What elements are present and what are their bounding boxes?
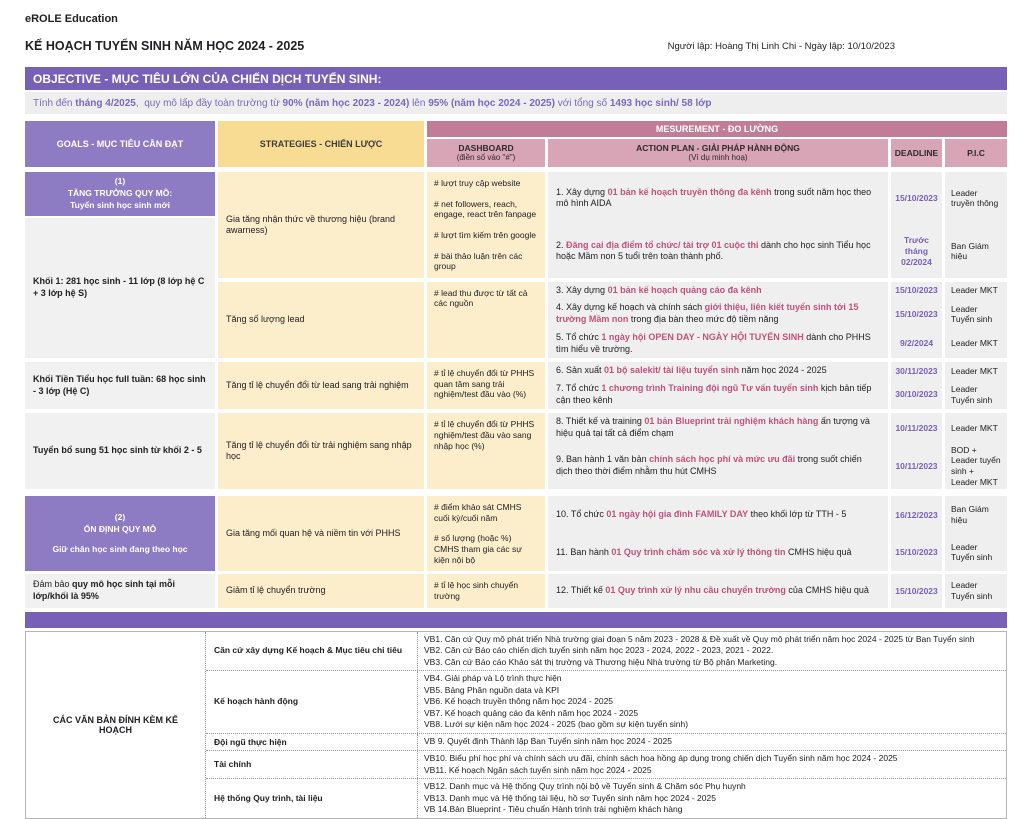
pic-cell: Ban Giám hiệu: [945, 225, 1007, 278]
action-text: [556, 454, 880, 477]
action-item-11: [548, 534, 888, 572]
action-pre: 12. Thiết kế: [556, 585, 606, 596]
doc-line: VB4. Giải pháp và Lộ trình thực hiện: [424, 673, 562, 683]
strategy-row-brand-awareness: [218, 172, 1007, 278]
pic-cell: Leader truyền thông: [945, 172, 1007, 225]
action-post: trong địa bàn theo mức độ tiềm năng: [628, 314, 779, 325]
goal-group-2: [25, 496, 1007, 571]
action-highlight: Đăng cai địa điểm tổ chức/ tài trợ 01 cuộc thi: [566, 239, 759, 250]
dashboard-cell: [427, 496, 545, 571]
header-line: ACTION PLAN - GIẢI PHÁP HÀNH ĐỘNG: [636, 142, 800, 153]
strategy-cell: Giảm tỉ lệ chuyển trường: [218, 574, 424, 607]
column-header-measurement: MESUREMENT - ĐO LƯỜNG: [427, 121, 1007, 137]
action-highlight: chính sách học phí và mức ưu đãi: [649, 454, 796, 465]
deadline-cell: 15/10/2023: [891, 574, 942, 607]
strategy-cell: Gia tăng nhận thức về thương hiệu (brand awarness): [218, 172, 424, 278]
action-pre: 4. Xây dựng kế hoạch và chính sách: [556, 302, 705, 313]
goal-cell-objective-1: [25, 172, 215, 216]
pic-cell: Leader MKT: [945, 282, 1007, 300]
attachment-category: Tài chính: [206, 751, 418, 778]
doc-line: VB6. Kế hoạch truyền thông năm học 2024 - 2025: [424, 696, 614, 706]
goal-group-1: [25, 172, 1007, 358]
goal-text: [33, 579, 207, 602]
pic-cell: Leader Tuyển sinh: [945, 534, 1007, 572]
dashboard-metric: # điểm khảo sát CMHS cuối kỳ/cuối năm: [434, 502, 522, 523]
action-item-7: [548, 380, 888, 409]
summary-segment-bold: tháng 4/2025: [75, 97, 136, 109]
action-highlight: 01 bản kế hoạch truyền thông đa kênh: [607, 186, 772, 197]
action-text: [556, 302, 880, 325]
column-header-pic: P.I.C: [945, 139, 1007, 167]
dashboard-metric: # tỉ lệ chuyển đổi từ PHHS nghiệm/test đầu vào sang nhập học (%): [434, 419, 535, 451]
action-pre: 3. Xây dựng: [556, 284, 608, 295]
doc-line: VB11. Kế hoạch Ngân sách tuyển sinh năm học 2024 - 2025: [424, 764, 652, 775]
action-highlight: 01 Quy trình xử lý nhu cầu chuyển trường: [605, 585, 786, 596]
action-text: [556, 365, 827, 377]
goals-column: [25, 172, 215, 358]
dashboard-metric: # lead thu được từ tất cả các nguồn: [434, 287, 528, 309]
doc-line: VB 14.Bản Blueprint - Tiêu chuẩn Hành trình trải nghiệm khách hàng: [424, 804, 683, 815]
goal-pre: Đảm bảo: [33, 579, 73, 590]
dashboard-cell: [427, 362, 545, 409]
deadline-cell: 15/10/2023: [891, 282, 942, 300]
header-subline: (Ví dụ minh hoạ): [688, 153, 748, 163]
strategy-cell: Tăng tỉ lệ chuyển đổi từ trải nghiệm sang nhập học: [218, 413, 424, 489]
author-date-meta: Người lập: Hoàng Thị Linh Chi - Ngày lập: 10/10/2023: [667, 41, 895, 52]
dashboard-metric: # số lượng (hoặc %) CMHS tham gia các sự kiện nội bộ: [434, 533, 522, 565]
summary-segment: với tổng số: [554, 97, 610, 109]
deadline-cell: 10/11/2023: [891, 413, 942, 442]
attachment-docs: [418, 779, 1006, 818]
attachment-docs: [418, 734, 1006, 751]
action-post: năm học 2024 - 2025: [739, 365, 827, 376]
summary-segment-bold: 95% (năm học 2024 - 2025): [428, 97, 555, 109]
strategy-cell: Tăng tỉ lệ chuyển đổi từ lead sang trải nghiệm: [218, 362, 424, 409]
doc-line: VB7. Kế hoạch quảng cáo đa kênh năm học 2024 - 2025: [424, 707, 639, 718]
doc-line: VB 9. Quyết định Thành lập Ban Tuyển sinh năm học 2024 - 2025: [424, 735, 672, 746]
action-pre: 1. Xây dựng: [556, 186, 608, 197]
action-item-12: [548, 574, 888, 607]
deadline-cell: 15/10/2023: [891, 534, 942, 572]
action-post: dành cho PHHS tìm hiểu về trường.: [556, 331, 874, 354]
goal-group-dam-bao: [25, 574, 1007, 607]
action-text: [556, 383, 880, 406]
goal-cell: [25, 362, 215, 409]
objective-summary: [25, 92, 1007, 114]
action-text: [556, 332, 880, 355]
column-header-strategies: STRATEGIES - CHIẾN LƯỢC: [218, 121, 424, 167]
action-post: trong suốt năm học theo mô hình AIDA: [556, 186, 874, 209]
column-header-goals: GOALS - MỤC TIÊU CẦN ĐẠT: [25, 121, 215, 167]
action-text: [556, 416, 880, 439]
goal-cell: [25, 574, 215, 607]
goal-bold: quy mô học sinh tại mỗi lớp/khối là 95%: [33, 579, 176, 601]
deadline-cell: 16/12/2023: [891, 496, 942, 534]
attachment-category: Kế hoạch hành động: [206, 671, 418, 733]
dashboard-metric: # bài thảo luận trên các group: [434, 250, 523, 272]
deadline-cell: Trước tháng 02/2024: [891, 225, 942, 278]
pic-cell: Leader MKT: [945, 362, 1007, 380]
table-header: [25, 121, 1007, 167]
action-pre: 5. Tổ chức: [556, 331, 602, 342]
goal-cell-khoi-1: [25, 218, 215, 358]
dashboard-metric: # net followers, reach, engage, react trên fanpage: [434, 198, 537, 220]
attachment-row: [206, 632, 1006, 671]
doc-line: VB12. Danh mục và Hệ thống Quy trình nội bộ về Tuyển sinh & Chăm sóc Phụ huynh: [424, 781, 746, 792]
page-title: KẾ HOẠCH TUYỂN SINH NĂM HỌC 2024 - 2025: [25, 39, 305, 53]
plan-table-body: [25, 172, 1007, 608]
doc-line: VB3. Căn cứ Báo cáo Khảo sát thị trường và Thương hiệu Nhà trường từ Bộ phận Marketing.: [424, 656, 778, 667]
action-post: dành cho học sinh Tiểu học hoặc Mầm non 5 tuổi trên toàn thành phố.: [556, 239, 874, 262]
action-highlight: 01 Quy trình chăm sóc và xử lý thông tin: [611, 546, 786, 557]
action-post: kịch bản tiếp cận theo kênh: [556, 382, 874, 405]
action-item-3: [548, 282, 888, 300]
column-header-dashboard: [427, 139, 545, 167]
goal-line: Giữ chân học sinh đang theo học: [52, 543, 188, 554]
action-text: [556, 240, 880, 263]
attachments-rows: [206, 632, 1006, 818]
strategy-cell: Tăng số lượng lead: [218, 282, 424, 358]
deadline-cell: 30/11/2023: [891, 362, 942, 380]
action-pre: 6. Sản xuất: [556, 365, 605, 376]
attachment-category: Hệ thống Quy trình, tài liệu: [206, 779, 418, 818]
action-post: ấn tượng và hiệu quả tại tất cả điểm chạm: [556, 416, 873, 438]
summary-segment-bold: 90% (năm học 2023 - 2024): [282, 97, 410, 109]
objective-banner: OBJECTIVE - MỤC TIÊU LỚN CỦA CHIẾN DỊCH TUYỂN SINH:: [25, 67, 1007, 90]
doc-line: VB5. Bảng Phân nguồn data và KPI: [424, 684, 560, 695]
goal-line: ỔN ĐỊNH QUY MÔ: [83, 523, 157, 534]
dashboard-metric: # lượt tìm kiếm trên google: [434, 229, 536, 240]
strategy-row-leads: [218, 282, 1007, 358]
deadline-cell: 30/10/2023: [891, 380, 942, 409]
goal-cell: [25, 413, 215, 489]
action-highlight: giới thiệu, liên kiết tuyển sinh tới 15 trường Mầm non: [556, 302, 861, 325]
action-item-8: [548, 413, 888, 442]
goal-line: TĂNG TRƯỞNG QUY MÔ:: [67, 188, 173, 199]
summary-segment: lên: [409, 97, 429, 109]
attachment-row: [206, 750, 1006, 778]
deadline-cell: 15/10/2023: [891, 172, 942, 225]
action-item-4: [548, 299, 888, 328]
attachments-table: [25, 631, 1007, 819]
deadline-cell: 9/2/2024: [891, 329, 942, 358]
pic-cell: Leader MKT: [945, 329, 1007, 358]
action-item-1: [548, 172, 888, 225]
goal-text: Khối Tiền Tiểu học full tuần: 68 học sinh - 3 lớp (Hệ C): [33, 374, 206, 396]
action-text: [556, 285, 762, 297]
goal-group-tuyen-bo-sung: [25, 413, 1007, 489]
action-highlight: 1 ngày hội OPEN DAY - NGÀY HỘI TUYỂN SINH: [601, 331, 804, 342]
action-item-6: [548, 362, 888, 380]
action-text: [556, 187, 880, 210]
pic-cell: BOD + Leader tuyển sinh + Leader MKT: [945, 443, 1007, 490]
doc-line: VB10. Biểu phí học phí và chính sách ưu đãi, chính sách hoa hồng áp dụng trong chiến dịch Tuyển sinh năm học 2024 - 2025: [424, 753, 898, 764]
action-highlight: 01 bản kế hoạch quảng cáo đa kênh: [607, 284, 762, 295]
action-pre: 8. Thiết kế và training: [556, 416, 645, 427]
action-text: [556, 585, 869, 597]
attachment-category: Đội ngũ thực hiện: [206, 734, 418, 751]
attachment-docs: [418, 632, 1006, 671]
action-post: trong suốt chiến dịch theo thời điểm nhằm thu hút CMHS: [556, 454, 865, 476]
doc-line: VB2. Căn cứ Báo cáo chiến dịch tuyển sinh năm học 2023 - 2024, 2022 - 2023, 2021 - 2022.: [424, 645, 774, 655]
action-text: [556, 509, 846, 521]
pic-cell: Leader Tuyển sinh: [945, 299, 1007, 328]
action-item-10: [548, 496, 888, 534]
goal-text: Tuyển bổ sung 51 học sinh từ khối 2 - 5: [33, 445, 202, 456]
header-line: DASHBOARD: [458, 142, 514, 153]
dashboard-cell: [427, 282, 545, 358]
pic-cell: Leader MKT: [945, 413, 1007, 442]
header-subline: (điền số vào "#"): [456, 153, 516, 163]
attachment-row: [206, 733, 1006, 751]
goal-line: (2): [114, 511, 126, 522]
summary-segment: , quy mô lấp đầy toàn trường từ: [135, 97, 283, 109]
pic-cell: Leader Tuyển sinh: [945, 574, 1007, 607]
section-divider-bar: [25, 612, 1007, 628]
attachment-docs: [418, 671, 1006, 733]
action-post: theo khối lớp từ TTH - 5: [748, 509, 847, 520]
dashboard-cell: [427, 413, 545, 489]
strategy-rows: [218, 172, 1007, 358]
goal-group-tien-tieu-hoc: [25, 362, 1007, 409]
deadline-cell: 10/11/2023: [891, 443, 942, 490]
action-post: của CMHS hiệu quả: [785, 585, 869, 596]
action-post: CMHS hiệu quả: [785, 546, 852, 557]
action-highlight: 01 bộ salekit/ tài liệu tuyển sinh: [604, 365, 740, 376]
action-pre: 7. Tổ chức: [556, 382, 602, 393]
action-item-2: [548, 225, 888, 278]
action-highlight: 1 chương trình Training đội ngũ Tư vấn tuyển sinh: [601, 382, 819, 393]
attachments-title: CÁC VĂN BẢN ĐÍNH KÈM KẾ HOẠCH: [26, 632, 206, 818]
summary-segment: Tính đến: [33, 97, 76, 109]
dashboard-metric: # tỉ lệ học sinh chuyển trường: [434, 580, 519, 601]
attachment-category: Căn cứ xây dựng Kế hoạch & Mục tiêu chỉ tiêu: [206, 632, 418, 671]
action-highlight: 01 bản Blueprint trải nghiệm khách hàng: [644, 416, 819, 427]
column-header-deadline: DEADLINE: [891, 139, 942, 167]
deadline-cell: 15/10/2023: [891, 299, 942, 328]
summary-segment-bold: 1493 học sinh/ 58 lớp: [609, 97, 712, 109]
goal-text: Khối 1: 281 học sinh - 11 lớp (8 lớp hệ C + 3 lớp hệ S): [33, 276, 205, 299]
title-bar: [25, 39, 1007, 53]
strategy-cell: Gia tăng mối quan hệ và niềm tin với PHHS: [218, 496, 424, 571]
action-pre: 2.: [556, 239, 567, 250]
doc-line: VB13. Danh mục và Hệ thống tài liệu, hồ sơ Tuyển sinh năm học 2024 - 2025: [424, 792, 716, 803]
attachment-row: [206, 778, 1006, 818]
pic-cell: Ban Giám hiệu: [945, 496, 1007, 534]
doc-line: VB8. Lưới sự kiện năm học 2024 - 2025 (bao gồm sự kiện tuyển sinh): [424, 719, 689, 729]
action-pre: 9. Ban hành 1 văn bản: [556, 454, 650, 465]
action-item-9: [548, 443, 888, 490]
column-header-action-plan: [548, 139, 888, 167]
dashboard-cell: [427, 574, 545, 607]
attachment-docs: [418, 751, 1006, 778]
dashboard-metric: # lượt truy cập website: [434, 178, 521, 188]
goal-line: Tuyển sinh học sinh mới: [70, 199, 170, 210]
attachment-row: [206, 670, 1006, 733]
brand-name: eROLE Education: [25, 13, 118, 25]
action-highlight: 01 ngày hội gia đình FAMILY DAY: [606, 509, 749, 520]
dashboard-cell: [427, 172, 545, 278]
doc-line: VB1. Căn cứ Quy mô phát triển Nhà trường giai đoạn 5 năm 2023 - 2028 & Đề xuất về Quy mô phát triển năm học 2024 - 2025 từ Ban Tuyển sinh: [424, 633, 975, 644]
action-text: [556, 547, 852, 559]
pic-cell: Leader Tuyển sinh: [945, 380, 1007, 409]
action-pre: 11. Ban hành: [556, 546, 612, 557]
goal-line: (1): [114, 176, 126, 187]
dashboard-metric: # tỉ lệ chuyển đổi từ PHHS quan tâm sang trải nghiệm/test đầu vào (%): [434, 368, 535, 400]
action-item-5: [548, 329, 888, 358]
action-pre: 10. Tổ chức: [556, 509, 607, 520]
goal-cell-objective-2: [25, 496, 215, 571]
